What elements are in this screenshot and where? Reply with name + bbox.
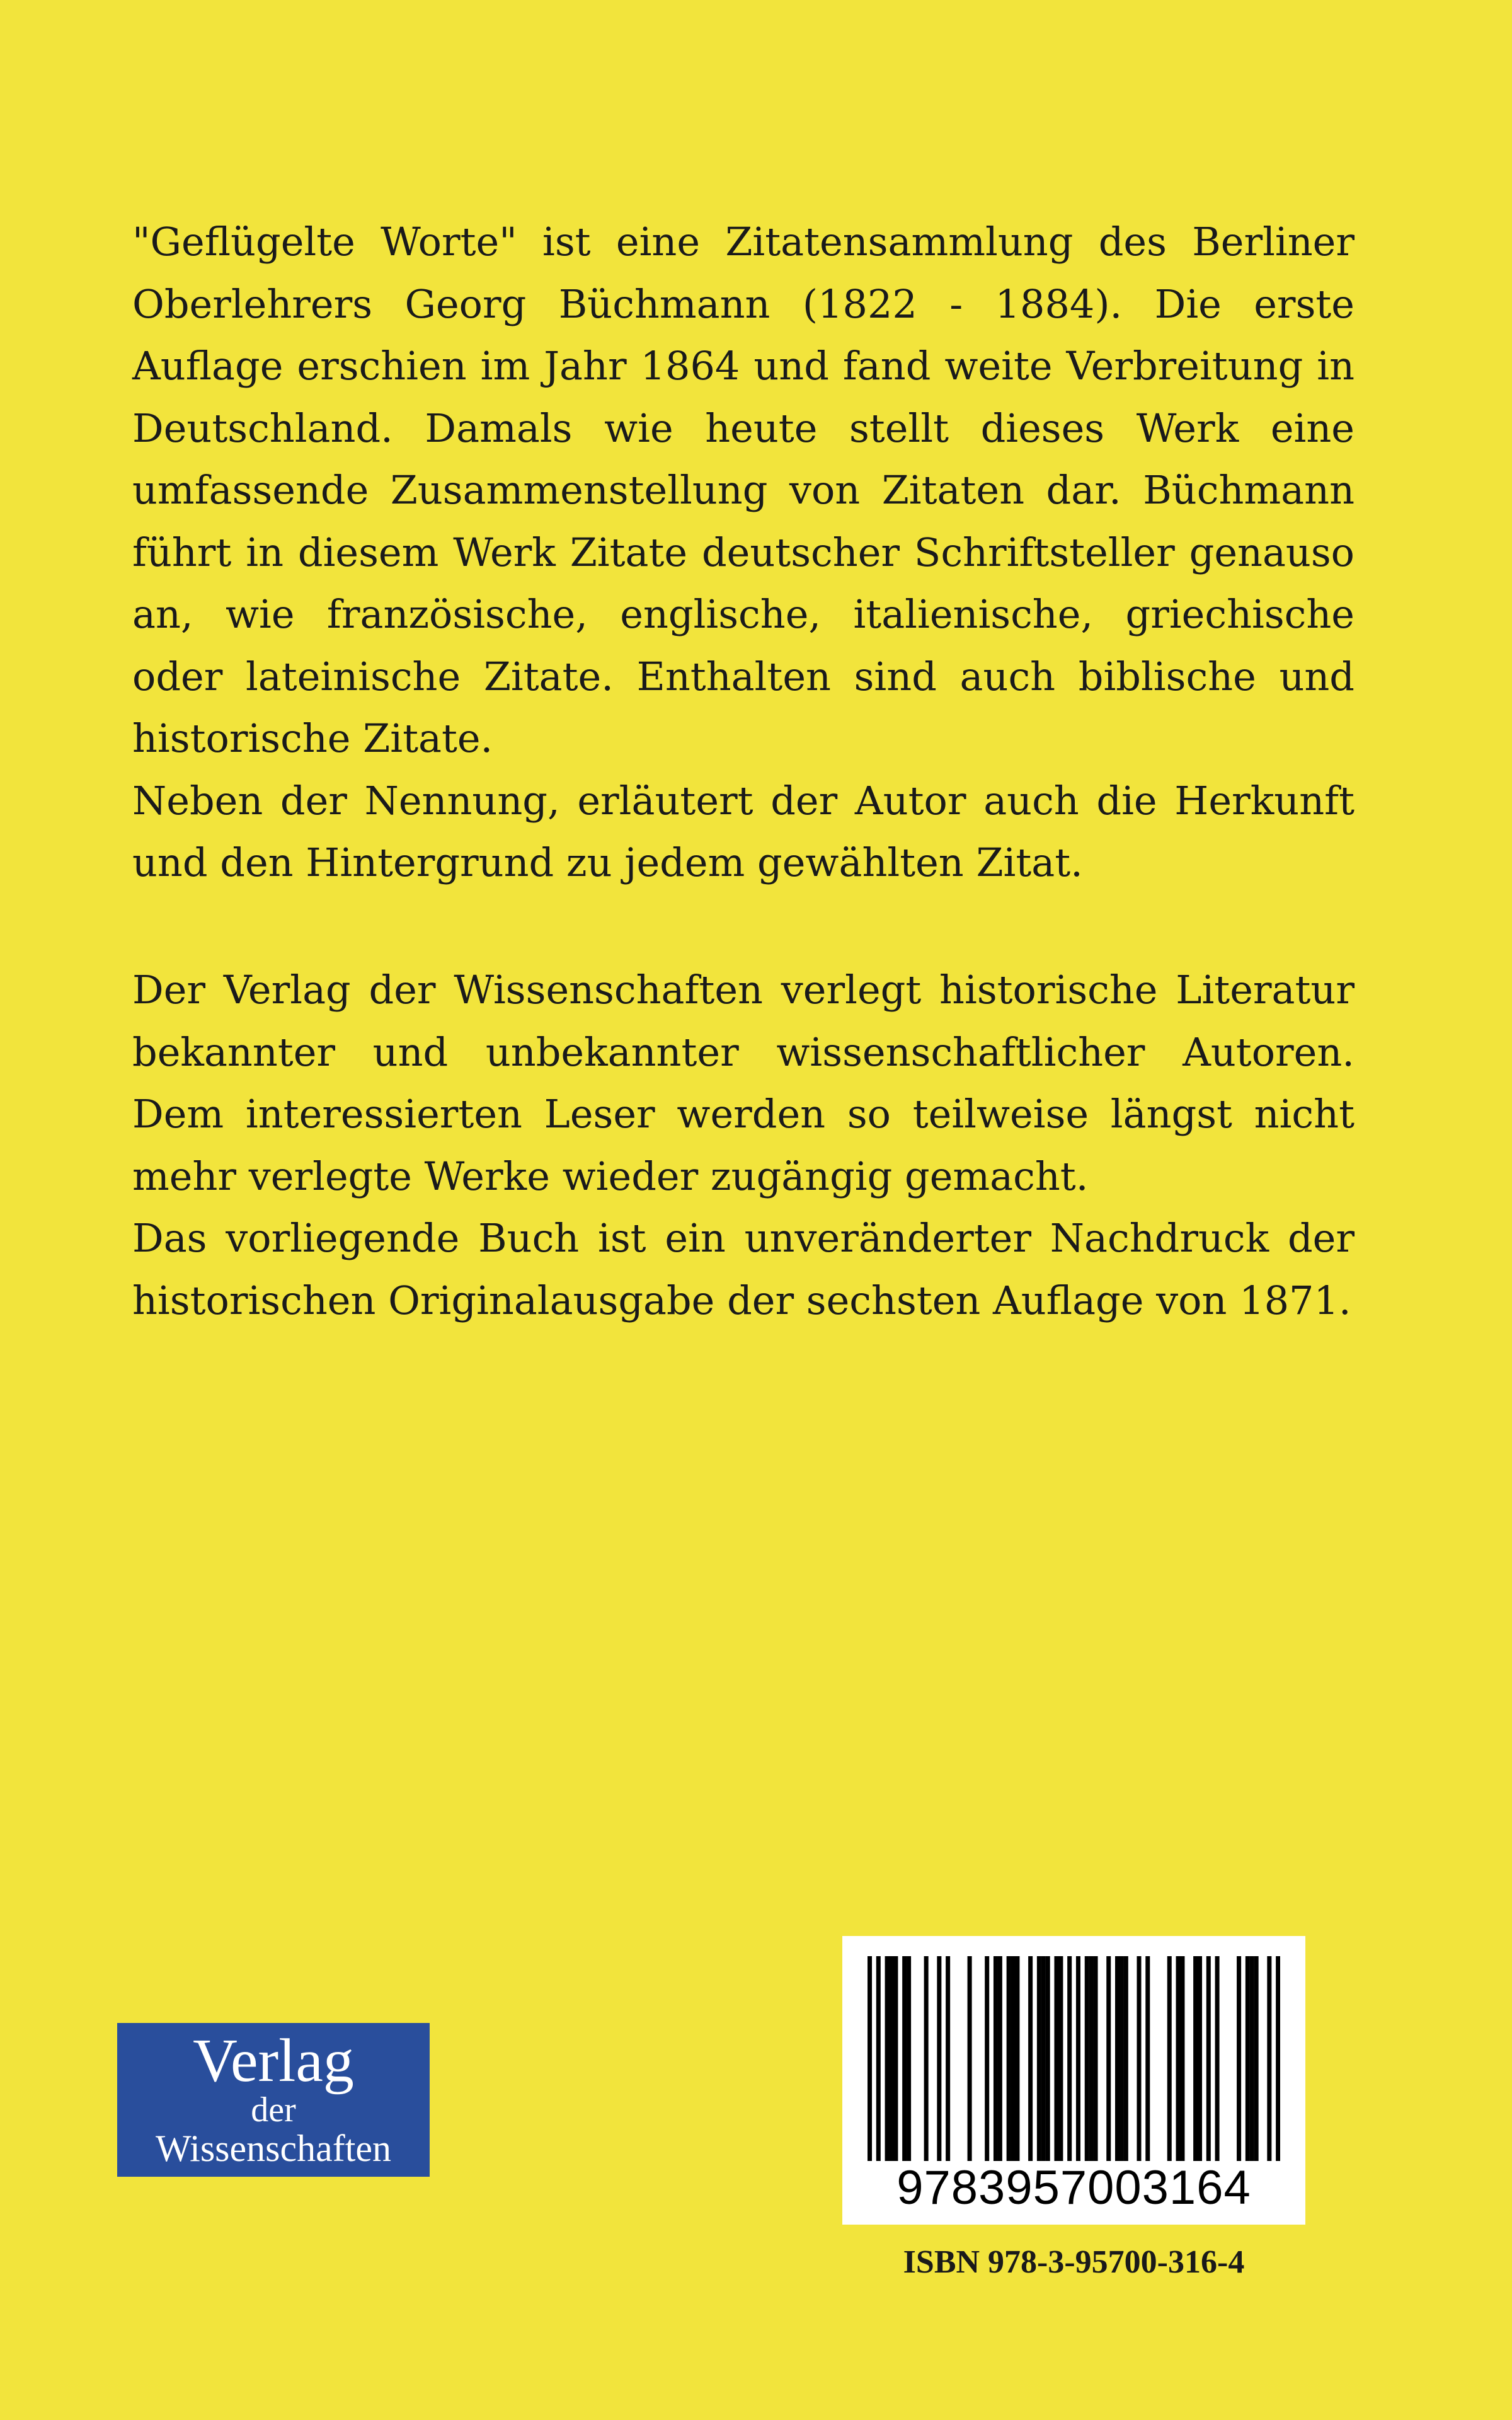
barcode-bar (1085, 1956, 1089, 2161)
barcode-bar (1120, 1956, 1124, 2161)
logo-line-wissenschaften: Wissenschaften (155, 2128, 392, 2169)
barcode-bar (1041, 1956, 1046, 2161)
blurb-paragraph-2: Neben der Nennung, erläutert der Autor auch die Herkunft und den Hintergrund zu jedem gewählten Zitat. (132, 777, 1354, 885)
barcode-bar (893, 1956, 898, 2161)
barcode-bar (1215, 1956, 1220, 2161)
barcode-bar (907, 1956, 911, 2161)
publisher-paragraph-2: Das vorliegende Buch ist ein unveränderter Nachdruck der historischen Originalausgabe der sechsten Auflage von 1871. (132, 1215, 1354, 1323)
barcode-bar (1176, 1956, 1181, 2161)
barcode-bar (985, 1956, 989, 2161)
barcode-bar (1106, 1956, 1111, 2161)
barcode-bar (994, 1956, 998, 2161)
barcode-bar (1198, 1956, 1202, 2161)
barcode-bar (1180, 1956, 1184, 2161)
barcode-bar (968, 1956, 972, 2161)
barcode-bar (937, 1956, 941, 2161)
barcode-bar (1046, 1956, 1050, 2161)
barcode-bar (1137, 1956, 1141, 2161)
barcode-bar (1145, 1956, 1150, 2161)
barcode-bar (1067, 1956, 1072, 2161)
barcode-number: 9783957003164 (896, 2161, 1251, 2215)
blurb-paragraph-1: "Geflügelte Worte" ist eine Zitatensammlung des Berliner Oberlehrers Georg Büchmann (1822 - 1884). Die erste Auflage erschien im Jahr 1864 und fand weite Verbreitung in Deutschland. Damals wie heute stellt dieses Werk eine umfassende Zusammenstellung von Zitaten dar. Büchmann führt in diesem Werk Zitate deutscher Schriftsteller genauso an, wie französische, englische, italienische, griechische oder lateinische Zitate. Enthalten sind auch biblische und historische Zitate. (132, 219, 1354, 761)
barcode-bar (889, 1956, 893, 2161)
logo-line-verlag: Verlag (193, 2027, 354, 2095)
logo-line-der: der (251, 2090, 296, 2129)
barcode-bars (868, 1956, 1280, 2161)
barcode-bar (1037, 1956, 1041, 2161)
barcode-bar (1076, 1956, 1080, 2161)
barcode-bar (1254, 1956, 1259, 2161)
barcode-bar (1115, 1956, 1120, 2161)
barcode-bar (1167, 1956, 1172, 2161)
barcode-bar (1193, 1956, 1198, 2161)
barcode-bar (1058, 1956, 1063, 2161)
barcode-bar (1124, 1956, 1128, 2161)
barcode (842, 1936, 1305, 2225)
barcode-bar (1015, 1956, 1019, 2161)
barcode-bar (1276, 1956, 1280, 2161)
blurb-section (132, 211, 1354, 894)
barcode-bar (1246, 1956, 1250, 2161)
barcode-bar (1089, 1956, 1094, 2161)
barcode-bar (902, 1956, 907, 2161)
barcode-bar (946, 1956, 950, 2161)
barcode-bar (1011, 1956, 1016, 2161)
publisher-paragraph-1: Der Verlag der Wissenschaften verlegt historische Literatur bekannter und unbekannter wissenschaftlicher Autoren. Dem interessierten Leser werden so teilweise längst nicht mehr verlegte Werke wieder zugängig gemacht. (132, 967, 1354, 1199)
barcode-bar (998, 1956, 1002, 2161)
barcode-bar (1206, 1956, 1211, 2161)
barcode-bar (1094, 1956, 1098, 2161)
barcode-bar (885, 1956, 890, 2161)
barcode-bar (1267, 1956, 1271, 2161)
barcode-bar (1028, 1956, 1033, 2161)
barcode-bar (1054, 1956, 1058, 2161)
isbn-text: ISBN 978-3-95700-316-4 (903, 2244, 1245, 2280)
publisher-logo (117, 2023, 430, 2177)
barcode-bar (876, 1956, 881, 2161)
barcode-bar (1250, 1956, 1254, 2161)
publisher-section (132, 959, 1354, 1332)
barcode-bar (868, 1956, 872, 2161)
barcode-bar (924, 1956, 929, 2161)
barcode-bar (1007, 1956, 1011, 2161)
barcode-bar (1237, 1956, 1241, 2161)
